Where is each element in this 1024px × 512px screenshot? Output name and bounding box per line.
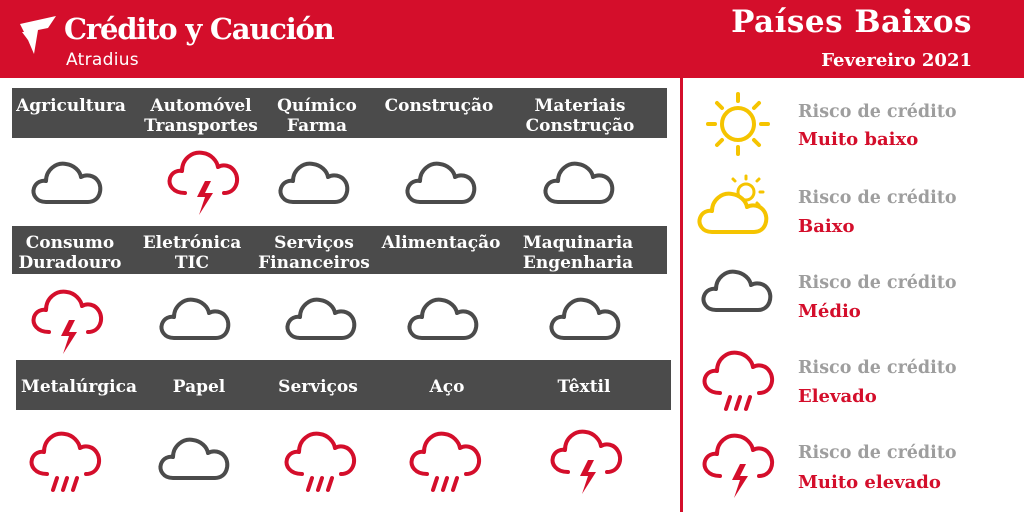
legend-label: Risco de crédito — [798, 358, 957, 378]
legend-level: Muito elevado — [798, 472, 941, 493]
sector-label: Construção — [384, 96, 494, 116]
legend-level: Baixo — [798, 216, 855, 237]
sector-label: Eletrónica TIC — [142, 233, 242, 273]
cloud-icon — [155, 426, 235, 486]
rain-cloud-icon — [698, 345, 778, 415]
country-title: Países Baixos — [731, 4, 972, 40]
rain-cloud-icon — [280, 426, 360, 496]
sector-label: Automóvel Transportes — [144, 96, 258, 136]
logo-mark-icon — [18, 14, 58, 58]
storm-cloud-icon — [546, 424, 626, 500]
cloud-icon — [156, 286, 236, 346]
rain-cloud-icon — [25, 426, 105, 496]
cloud-icon — [540, 150, 620, 210]
sector-label: Alimentação — [381, 233, 501, 253]
legend-label: Risco de crédito — [798, 102, 957, 122]
sector-label: Aço — [429, 377, 465, 397]
cloud-icon — [404, 286, 484, 346]
sector-label: Serviços Financeiros — [258, 233, 370, 273]
legend-label: Risco de crédito — [798, 188, 957, 208]
legend-level: Muito baixo — [798, 129, 919, 150]
cloud-icon — [402, 150, 482, 210]
sector-label: Serviços — [278, 377, 358, 397]
cloud-icon — [282, 286, 362, 346]
sector-label: Papel — [172, 377, 226, 397]
legend-label: Risco de crédito — [798, 273, 957, 293]
sun-icon — [702, 90, 774, 158]
sector-label: Consumo Duradouro — [18, 233, 122, 273]
legend-level: Médio — [798, 301, 861, 322]
legend-level: Elevado — [798, 386, 877, 407]
sector-label: Materiais Construção — [525, 96, 635, 136]
cloud-icon — [28, 150, 108, 210]
cloud-icon — [275, 150, 355, 210]
storm-cloud-icon — [27, 284, 107, 358]
sector-label: Agricultura — [16, 96, 126, 116]
sector-label: Químico Farma — [277, 96, 357, 136]
brand-logo — [18, 10, 338, 70]
sector-label: Têxtil — [557, 377, 611, 397]
storm-cloud-icon — [698, 428, 778, 504]
brand-subtitle: Atradius — [66, 50, 139, 70]
cloud-icon — [546, 286, 626, 346]
storm-cloud-icon — [163, 145, 243, 219]
sector-label: Metalúrgica — [21, 377, 137, 397]
rain-cloud-icon — [405, 426, 485, 496]
sun-cloud-icon — [694, 172, 774, 238]
sector-label: Maquinaria Engenharia — [522, 233, 634, 273]
brand-name: Crédito y Caución — [64, 12, 334, 46]
legend-divider — [680, 78, 683, 512]
legend-label: Risco de crédito — [798, 443, 957, 463]
cloud-icon — [698, 258, 778, 318]
report-date: Fevereiro 2021 — [821, 50, 972, 71]
header-bar — [0, 0, 1024, 78]
